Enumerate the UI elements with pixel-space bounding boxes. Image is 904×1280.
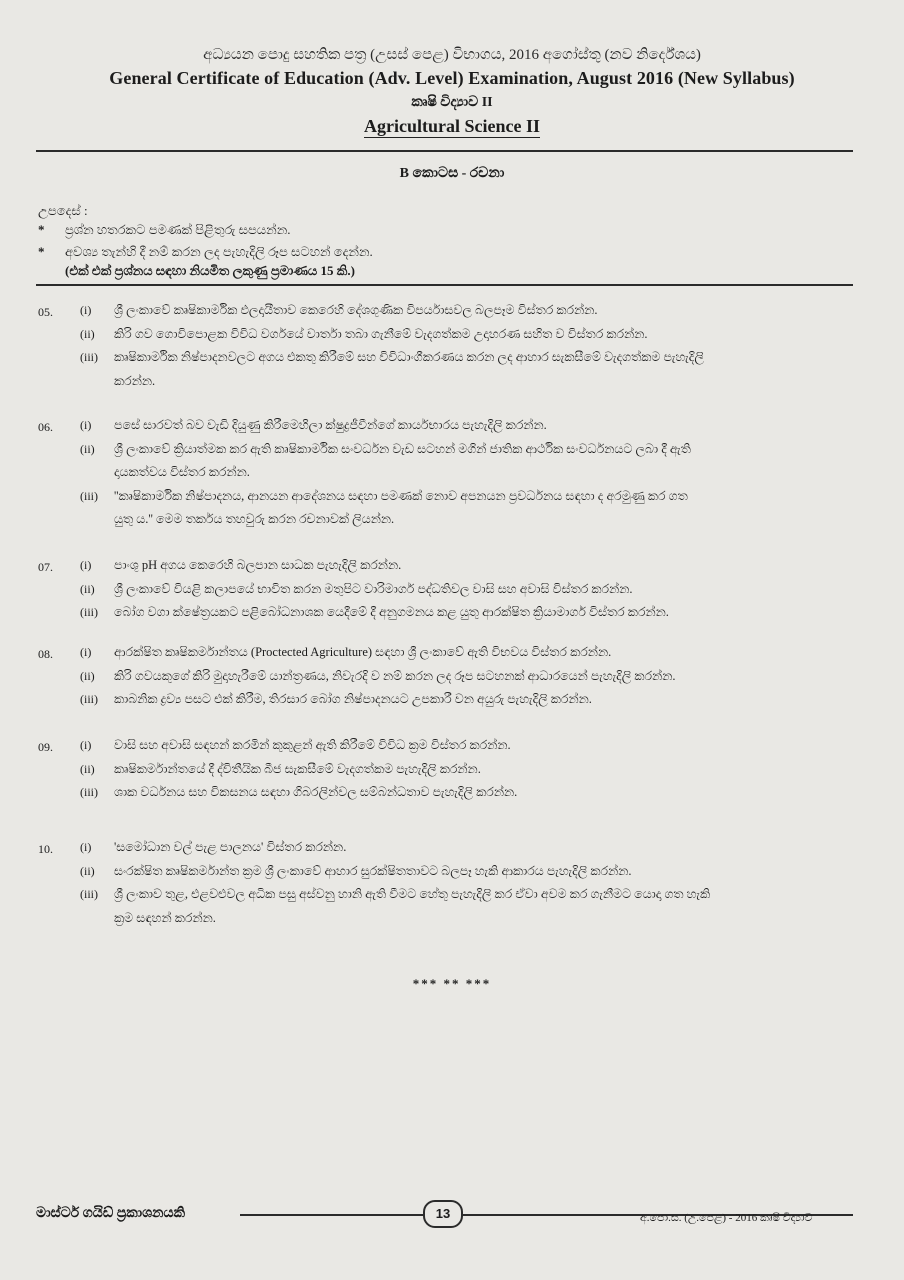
asterisk-icon: *	[38, 222, 45, 237]
question-number: 07.	[38, 560, 53, 574]
question-line	[80, 418, 547, 433]
question-line	[80, 303, 598, 318]
question-line	[114, 911, 216, 926]
subquestion-label: (i)	[80, 303, 92, 317]
question-line	[114, 512, 394, 527]
subquestion-label: (i)	[80, 840, 92, 854]
subquestion-label: (iii)	[80, 605, 98, 619]
question-line	[80, 489, 688, 504]
question-text: කිරි ගව ගොවිපොළක විවිධ වර්ගයේ වාර්තා තබා ගැනීමේ වැදගත්කම උදාහරණ සහිත ව විස්තර කරන්න.	[114, 326, 648, 341]
question-number: 06.	[38, 420, 53, 434]
question-text: කරන්න.	[114, 373, 156, 388]
question-line	[80, 864, 632, 879]
asterisk-icon: *	[38, 244, 45, 259]
question-text: පාංශු pH අගය කෙරෙහි බලපාන සාධක පැහැදිලි කරන්න.	[114, 558, 402, 572]
subquestion-label: (iii)	[80, 887, 98, 901]
question-text: ශ්‍රී ලංකාවේ කෘෂිකාර්මික ඵලදායීතාව කෙරෙහි දේශගුණික විපර්යාසවල බලපෑම විස්තර කරන්න.	[114, 303, 598, 317]
instruction-item	[38, 222, 291, 238]
question-text: ශ්‍රී ලංකාවේ වියළි කලාපයේ භාවිත කරන මතුපිට වාරිමාර්ග පද්ධතිවල වාසි සහ අවාසි විස්තර කරන්න.	[114, 581, 633, 596]
footer-exam-label: අ.පො.ස. (උ.පෙළ) - 2016 කෘෂි විද්‍යාව	[640, 1212, 813, 1224]
header-divider	[36, 150, 853, 152]
subquestion-label: (ii)	[80, 581, 95, 596]
question-text: කිරි ගවයකුගේ කිරි මුදාහැරීමේ යාන්ත්‍රණය, නිවැරදි ව නම් කරන ලද රූප සටහනක් ආධාරයෙන් පැහැදිලි කරන්න.	[114, 668, 676, 683]
question-number: 09.	[38, 740, 53, 754]
question-text: ශ්‍රී ලංකාව තුළ, එළවළුවල අධික පසු අස්වනු හානි ඇති වීමට හේතු පැහැදිලි කර ඒවා අවම කර ගැනීමට යොදා ගත හැකි	[114, 887, 711, 901]
subquestion-label: (i)	[80, 558, 92, 572]
subject-english-text: Agricultural Science II	[364, 116, 540, 136]
question-number: 05.	[38, 305, 53, 319]
subquestion-label: (i)	[80, 738, 92, 752]
question-text: පසේ සාරවත් බව වැඩි දියුණු කිරීමෙහිලා ක්ෂුද්‍රජීවීන්ගේ කාර්යභාරය පැහැදිලි කරන්න.	[114, 418, 547, 432]
subquestion-label: (ii)	[80, 441, 95, 456]
end-mark: *** ** ***	[412, 976, 492, 991]
question-line	[114, 374, 155, 389]
instruction-item	[38, 244, 373, 260]
question-text: යුතු ය.'' මෙම තර්කය තහවුරු කරන රචනාවක් ලියන්න.	[114, 512, 395, 526]
header-english-title: General Certificate of Education (Adv. Level) Examination, August 2016 (New Syllabus)	[109, 68, 795, 88]
question-number: 10.	[38, 842, 53, 856]
publisher-name: මාස්ටර් ගයිඩ් ප්‍රකාශනයකි	[36, 1206, 185, 1221]
subquestion-label: (iii)	[80, 488, 98, 503]
question-line	[80, 669, 676, 684]
question-line	[80, 645, 611, 660]
instruction-text: අවශ්‍ය තැන්හි දී නම් කරන ලද පැහැදිලි රූප සටහන් දෙන්න.	[65, 244, 373, 259]
question-text: කෘෂිකාර්මික නිෂ්පාදනවලට අගය එකතු කිරීමේ සහ විවිධාංගීකරණය කරන ලද ආහාර සැකසීමේ වැදගත්කම පැහැදිලි	[114, 350, 704, 364]
question-line	[80, 558, 401, 573]
question-text: ශාක වර්ධනය සහ විකසනය සඳහා ගිබරලින්වල සම්බන්ධතාව පැහැදිලි කරන්න.	[114, 785, 518, 799]
question-line	[80, 350, 704, 365]
question-line	[80, 785, 517, 800]
question-line	[80, 738, 511, 753]
instruction-text: ප්‍රශ්න හතරකට පමණක් පිළිතුරු සපයන්න.	[65, 222, 291, 237]
question-text: දායකත්වය විස්තර කරන්න.	[114, 465, 250, 479]
header-subject-sinhala: කෘෂි විද්‍යාව II	[411, 95, 493, 110]
marks-note: (එක් එක් ප්‍රශ්නය සඳහා නියමිත ලකුණු ප්‍රමාණය 15 කි.)	[65, 263, 355, 278]
part-title: B කොටස - රචනා	[399, 166, 505, 181]
question-line	[80, 692, 592, 707]
question-text: වාසි සහ අවාසි සඳහන් කරමින් කුකුළන් ඇති කිරීමේ විවිධ ක්‍රම විස්තර කරන්න.	[114, 738, 511, 752]
question-text: කෘෂිකර්මාන්තයේ දී ද්විතීයික බීජ සැකසීමේ වැදගත්කම පැහැදිලි කරන්න.	[114, 761, 481, 776]
question-line	[114, 465, 250, 480]
question-line	[80, 442, 691, 457]
question-line	[80, 762, 481, 777]
question-text: බෝග වගා ක්ෂේත්‍රයකට පළිබෝධනාශක යෙදීමේ දී අනුගමනය කළ යුතු ආරක්ෂිත ක්‍රියාමාර්ග විස්තර කරන්න.	[114, 605, 669, 619]
question-text: ''කෘෂිකාර්මික නිෂ්පාදනය, ආනයන ආදේශනය සඳහා පමණක් නොව අපනයන ප්‍රවර්ධනය සඳහා ද අරමුණු කර ගත	[114, 488, 688, 503]
subquestion-label: (ii)	[80, 761, 95, 776]
subquestion-label: (iii)	[80, 785, 98, 799]
subquestion-label: (iii)	[80, 692, 98, 706]
header-subject-english	[0, 116, 904, 137]
question-text: ආරක්ෂිත කෘෂිකර්මාන්තය (Proctected Agriculture) සඳහා ශ්‍රී ලංකාවේ ඇති විභවය විස්තර කරන්න.	[114, 645, 612, 659]
question-line	[80, 840, 346, 855]
question-line	[80, 327, 648, 342]
question-line	[80, 887, 710, 902]
subquestion-label: (ii)	[80, 326, 95, 341]
question-line	[80, 605, 669, 620]
question-line	[80, 582, 633, 597]
question-text: ශ්‍රී ලංකාවේ ක්‍රියාත්මක කර ඇති කෘෂිකාර්මික සංවර්ධන වැඩ සටහන් මගින් ජාතික ආර්ථික සංවර්ධනයට ලබා දී ඇති	[114, 441, 691, 456]
subquestion-label: (ii)	[80, 863, 95, 878]
question-text: සංරක්ෂිත කෘෂිකර්මාන්ත ක්‍රම ශ්‍රී ලංකාවේ ආහාර සුරක්ෂිතතාවට බලපෑ හැකි ආකාරය පැහැදිලි කරන්න.	[114, 863, 632, 878]
subquestion-label: (i)	[80, 418, 92, 432]
question-text: 'සමෝධාන වල් පැළ පාලනය' විස්තර කරන්න.	[114, 840, 347, 854]
footer-rule-left	[240, 1214, 423, 1216]
page-number: 13	[423, 1200, 463, 1228]
question-text: ක්‍රම සඳහන් කරන්න.	[114, 910, 216, 925]
subquestion-label: (ii)	[80, 668, 95, 683]
question-text: කාබනික ද්‍රව්‍ය පසට එක් කිරීම, තිරසාර බෝග නිෂ්පාදනයට උපකාරී වන අයුරු පැහැදිලි කරන්න.	[114, 692, 592, 706]
subquestion-label: (i)	[80, 645, 92, 659]
subquestion-label: (iii)	[80, 350, 98, 364]
question-number: 08.	[38, 647, 53, 661]
instructions-divider	[36, 284, 853, 286]
instructions-title: උපදෙස් :	[38, 203, 88, 218]
header-sinhala-title: අධ්‍යයන පොදු සහතික පත්‍ර (උසස් පෙළ) විභාගය, 2016 අගෝස්තු (නව නිර්දේශය)	[203, 47, 701, 63]
